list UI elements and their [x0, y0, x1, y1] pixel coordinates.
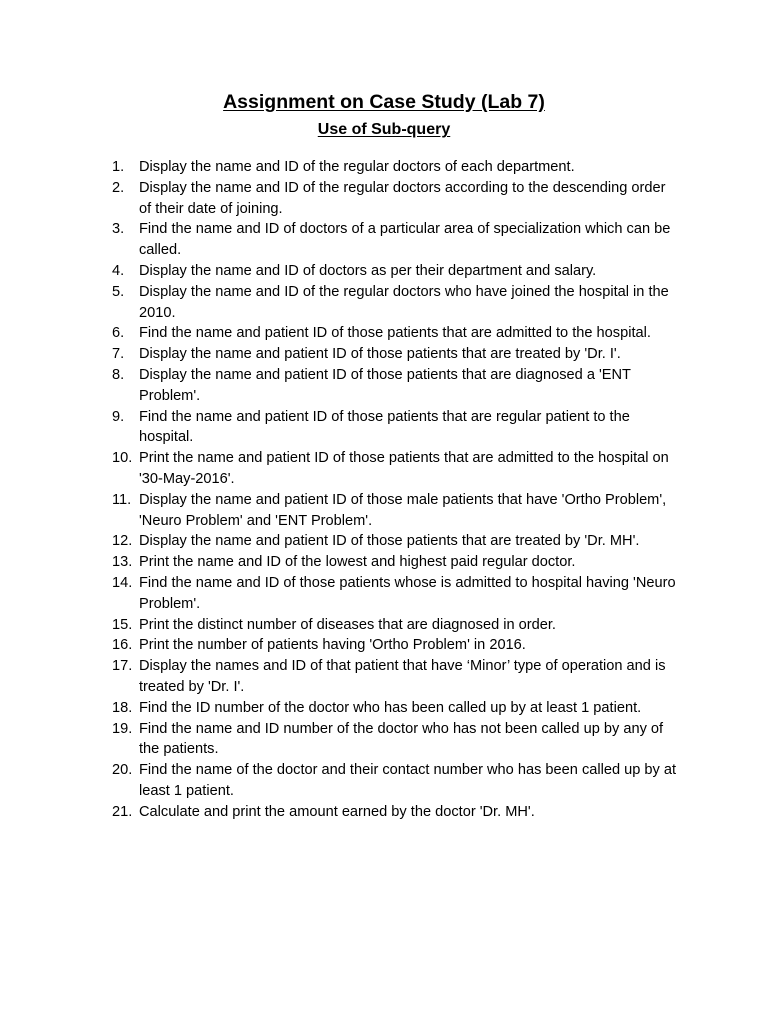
question-text: Find the name and ID of doctors of a particular area of specialization which can be called. — [139, 221, 671, 259]
question-text: Print the number of patients having 'Ortho Problem' in 2016. — [139, 637, 526, 654]
document-subtitle — [0, 119, 768, 141]
question-item — [112, 573, 677, 615]
question-number: 10. — [112, 450, 133, 467]
question-item — [112, 323, 677, 344]
question-item — [112, 760, 677, 802]
question-text: Find the ID number of the doctor who has been called up by at least 1 patient. — [139, 699, 642, 716]
question-text: Display the name and ID of the regular doctors of each department. — [139, 159, 575, 175]
question-item — [112, 344, 677, 365]
question-item — [112, 365, 677, 407]
question-number: 7. — [112, 346, 125, 363]
question-text: Print the name and patient ID of those patients that are admitted to the hospital on '30-May-2016'. — [139, 450, 669, 487]
question-text: Display the names and ID of that patient that have ‘Minor’ type of operation and is treated by 'Dr. I'. — [139, 658, 666, 695]
question-item — [112, 615, 677, 636]
question-number: 12. — [112, 533, 133, 550]
question-text: Print the name and ID of the lowest and highest paid regular doctor. — [139, 554, 576, 571]
question-item — [112, 719, 677, 761]
question-item — [112, 698, 677, 719]
question-number: 14. — [112, 574, 133, 591]
question-item — [112, 802, 677, 823]
question-number: 1. — [112, 159, 125, 175]
question-number: 20. — [112, 762, 133, 779]
question-item — [112, 407, 677, 449]
question-text: Display the name and ID of the regular doctors according to the descending order of their date of joining. — [139, 179, 666, 217]
question-number: 8. — [112, 366, 125, 383]
question-text: Display the name and patient ID of those patients that are treated by 'Dr. MH'. — [139, 533, 640, 550]
question-number: 3. — [112, 221, 125, 238]
question-text: Find the name and ID number of the doctor who has not been called up by any of the patients. — [139, 720, 664, 758]
document-title — [0, 89, 768, 115]
question-text: Find the name and patient ID of those patients that are regular patient to the hospital. — [139, 408, 630, 446]
question-number: 15. — [112, 616, 133, 633]
question-item — [112, 448, 677, 490]
question-number: 21. — [112, 803, 133, 820]
document-subtitle-text: Use of Sub-query — [317, 121, 451, 138]
question-number: 16. — [112, 637, 133, 654]
question-text: Find the name and ID of those patients whose is admitted to hospital having 'Neuro Problem'. — [139, 574, 676, 612]
question-text: Display the name and ID of the regular doctors who have joined the hospital in the 2010. — [139, 283, 669, 321]
question-item — [112, 282, 677, 324]
question-item — [112, 157, 677, 178]
question-item — [112, 178, 677, 220]
question-text: Display the name and patient ID of those male patients that have 'Ortho Problem', 'Neuro Problem' and 'ENT Problem'. — [139, 491, 667, 529]
question-item — [112, 635, 677, 656]
question-item — [112, 552, 677, 573]
question-item — [112, 219, 677, 261]
question-number: 5. — [112, 283, 125, 300]
document-title-text: Assignment on Case Study (Lab 7) — [223, 91, 545, 113]
question-number: 4. — [112, 262, 125, 279]
question-number: 19. — [112, 720, 133, 737]
question-item — [112, 656, 677, 698]
question-text: Display the name and patient ID of those patients that are treated by 'Dr. I'. — [139, 346, 621, 363]
question-text: Display the name and patient ID of those patients that are diagnosed a 'ENT Problem'. — [139, 366, 631, 404]
question-text: Find the name and patient ID of those patients that are admitted to the hospital. — [139, 325, 651, 342]
question-number: 2. — [112, 179, 125, 196]
question-text: Calculate and print the amount earned by the doctor 'Dr. MH'. — [139, 803, 535, 820]
question-text: Display the name and ID of doctors as per their department and salary. — [139, 262, 597, 279]
question-number: 11. — [112, 491, 132, 508]
question-text: Find the name of the doctor and their contact number who has been called up by at least 1 patient. — [139, 762, 677, 799]
question-item — [112, 490, 677, 532]
question-number: 13. — [112, 554, 133, 571]
question-number: 18. — [112, 699, 133, 716]
question-number: 6. — [112, 325, 125, 342]
question-number: 9. — [112, 408, 125, 425]
question-number: 17. — [112, 658, 133, 675]
question-item — [112, 261, 677, 282]
question-item — [112, 531, 677, 552]
question-text: Print the distinct number of diseases that are diagnosed in order. — [139, 616, 556, 633]
question-list — [112, 157, 677, 823]
